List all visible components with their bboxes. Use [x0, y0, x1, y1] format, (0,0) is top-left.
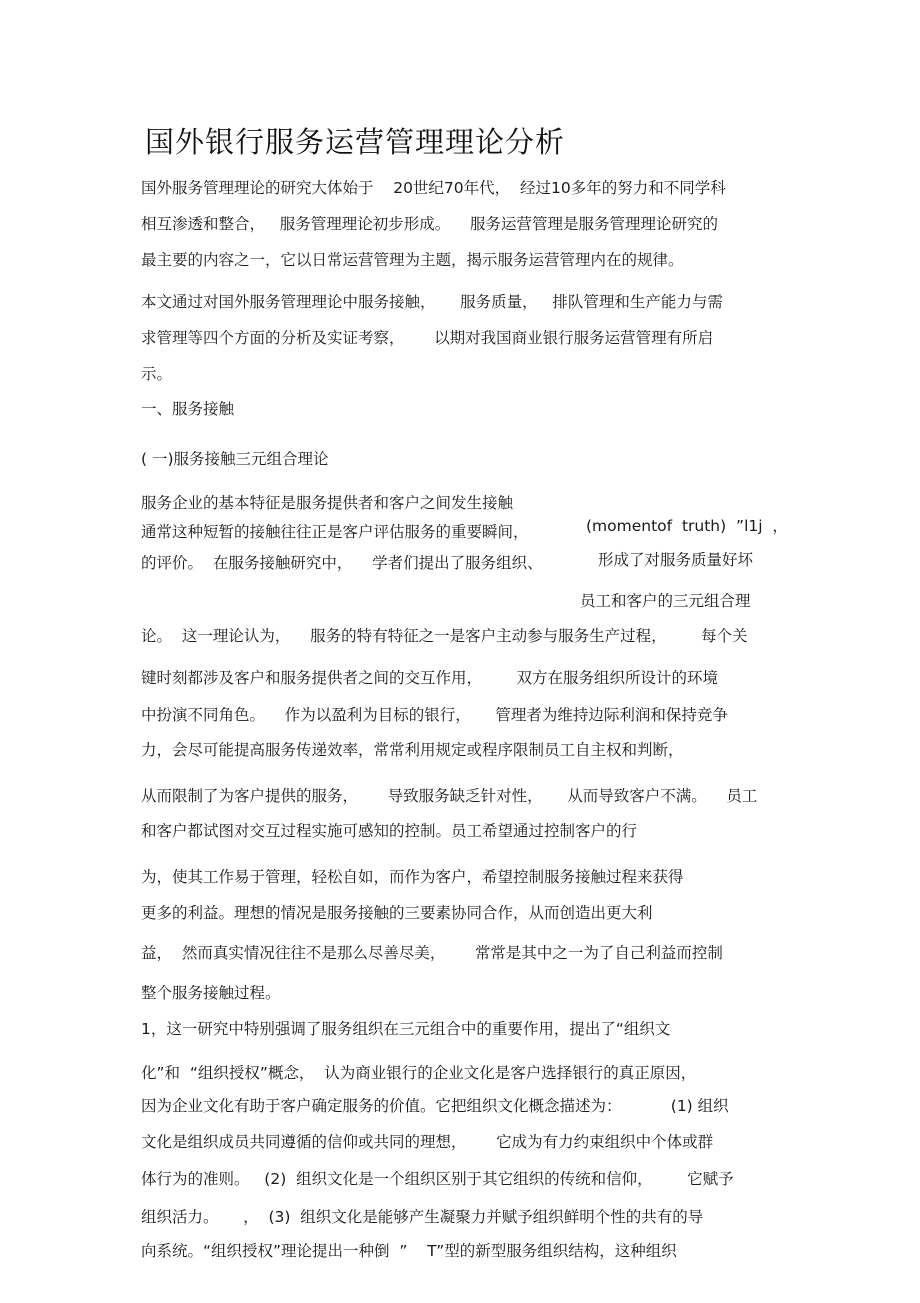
- text-line-3: 最主要的内容之一，它以日常运营管理为主题，揭示服务运营管理内在的规律。: [141, 251, 684, 269]
- text-line-31: 向系统。“组织授权”理论提出一种倒 ” T”型的新型服务组织结构，这种组织: [141, 1242, 677, 1260]
- text-line-28: 文化是组织成员共同遵循的信仰或共同的理想， 它成为有力约束组织中个体或群: [141, 1133, 714, 1151]
- section-heading-1: 一、服务接触: [141, 400, 235, 418]
- text-line-9: 服务企业的基本特征是服务提供者和客户之间发生接触: [141, 494, 514, 512]
- text-line-21: 为，使其工作易于管理，轻松自如，而作为客户，希望控制服务接触过程来获得: [141, 868, 684, 886]
- subsection-heading-1: ( 一)服务接触三元组合理论: [141, 450, 329, 468]
- document-title: 国外银行服务运营管理理论分析: [145, 125, 566, 159]
- text-line-30: 组织活力。 ， (3) 组织文化是能够产生凝聚力并赋予组织鲜明个性的共有的导: [141, 1208, 704, 1226]
- text-line-20: 和客户都试图对交互过程实施可感知的控制。员工希望通过控制客户的行: [141, 822, 638, 840]
- text-line-10: 通常这种短暂的接触往往正是客户评估服务的重要瞬间，: [141, 523, 529, 541]
- text-line-14: 员工和客户的三元组合理: [580, 592, 751, 610]
- text-line-19: 从而限制了为客户提供的服务， 导致服务缺乏针对性， 从而导致客户不满。 员工: [141, 787, 758, 805]
- text-line-25: 1，这一研究中特别强调了服务组织在三元组合中的重要作用，提出了“组织文: [141, 1020, 671, 1038]
- text-line-26: 化”和 “组织授权”概念， 认为商业银行的企业文化是客户选择银行的真正原因，: [141, 1064, 697, 1082]
- text-line-2: 相互渗透和整合， 服务管理理论初步形成。 服务运营管理是服务管理理论研究的: [141, 215, 718, 233]
- text-line-6: 示。: [141, 365, 173, 383]
- text-line-18: 力，会尽可能提高服务传递效率，常常利用规定或程序限制员工自主权和判断，: [141, 741, 684, 759]
- text-line-11: (momentof truth) ”l1j ，: [586, 517, 788, 535]
- text-line-23: 益， 然而真实情况往往不是那么尽善尽美， 常常是其中之一为了自己利益而控制: [141, 944, 723, 962]
- text-line-17: 中扮演不同角色。 作为以盈利为目标的银行， 管理者为维持边际利润和保持竞争: [141, 706, 728, 724]
- text-line-5: 求管理等四个方面的分析及实证考察， 以期对我国商业银行服务运营管理有所启: [141, 329, 714, 347]
- text-line-1: 国外服务管理理论的研究大体始于 20世纪70年代， 经过10多年的努力和不同学科: [141, 179, 726, 197]
- text-line-16: 键时刻都涉及客户和服务提供者之间的交互作用， 双方在服务组织所设计的环境: [141, 669, 718, 687]
- text-line-15: 论。 这一理论认为， 服务的特有特征之一是客户主动参与服务生产过程， 每个关: [141, 627, 748, 645]
- text-line-13: 形成了对服务质量好坏: [598, 551, 754, 569]
- text-line-12: 的评价。 在服务接触研究中， 学者们提出了服务组织、: [141, 554, 543, 572]
- text-line-29: 体行为的准则。 (2) 组织文化是一个组织区别于其它组织的传统和信仰， 它赋予: [141, 1170, 734, 1188]
- text-line-27: 因为企业文化有助于客户确定服务的价值。它把组织文化概念描述为： (1) 组织: [141, 1097, 729, 1115]
- text-line-4: 本文通过对国外服务管理理论中服务接触， 服务质量， 排队管理和生产能力与需: [141, 293, 723, 311]
- text-line-22: 更多的利益。理想的情况是服务接触的三要素协同合作，从而创造出更大利: [141, 904, 653, 922]
- text-line-24: 整个服务接触过程。: [141, 984, 281, 1002]
